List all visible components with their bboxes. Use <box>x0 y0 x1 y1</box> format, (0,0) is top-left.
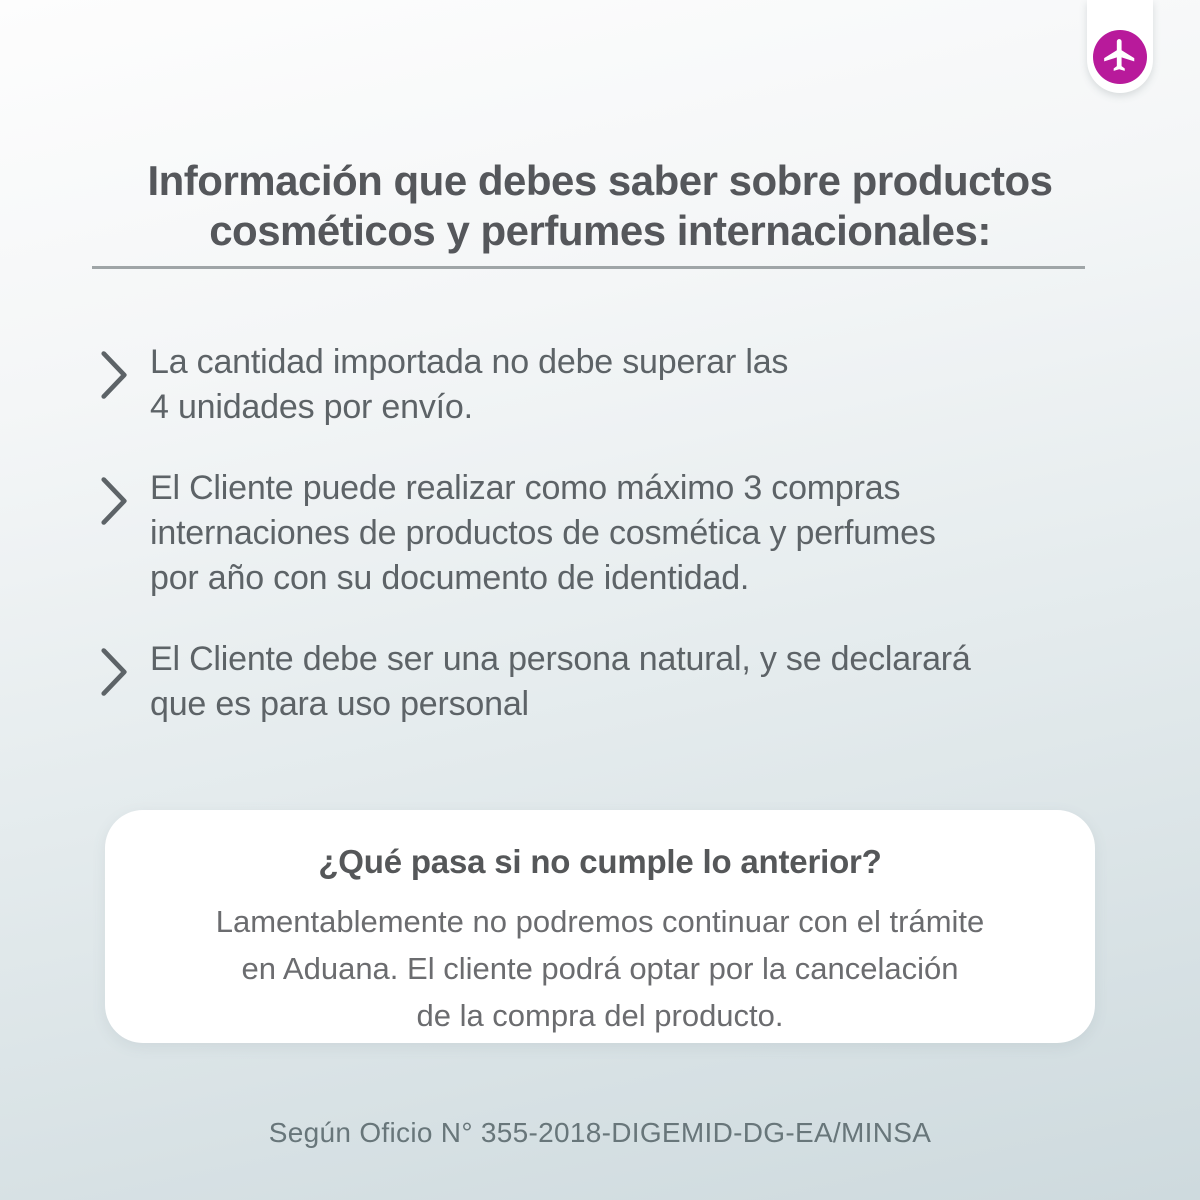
info-box-line: de la compra del producto. <box>416 998 784 1033</box>
page-title-line: cosméticos y perfumes internacionales: <box>209 207 991 255</box>
bullet-line: El Cliente puede realizar como máximo 3 compras <box>150 469 901 507</box>
airplane-icon <box>1101 36 1139 79</box>
page-title <box>40 156 1160 257</box>
page-title-line: Información que debes saber sobre productos <box>147 157 1053 204</box>
info-box-line: Lamentablemente no podremos continuar con el trámite <box>215 904 985 939</box>
bullet-line: 4 unidades por envío. <box>150 388 473 426</box>
bullet-item-natural-person <box>100 637 1120 727</box>
bullet-line: internaciones de productos de cosmética y perfumes <box>150 514 936 552</box>
info-box-body <box>105 898 1095 1039</box>
bullet-text <box>150 637 971 727</box>
title-divider <box>92 266 1085 269</box>
bullet-text <box>150 340 788 430</box>
chevron-right-icon <box>100 340 150 430</box>
bullet-item-purchases <box>100 466 1120 601</box>
bullet-text <box>150 466 936 601</box>
bullet-line: por año con su documento de identidad. <box>150 559 750 597</box>
bullet-line: La cantidad importada no debe superar las <box>150 343 789 381</box>
chevron-right-icon <box>100 637 150 727</box>
footer-citation: Según Oficio N° 355-2018-DIGEMID-DG-EA/MINSA <box>268 1117 932 1148</box>
ribbon-tab <box>1087 0 1153 93</box>
bullet-list <box>100 340 1120 763</box>
info-box-heading: ¿Qué pasa si no cumple lo anterior? <box>318 843 882 880</box>
bullet-line: El Cliente debe ser una persona natural, y se declarará <box>150 640 971 678</box>
bullet-line: que es para uso personal <box>150 685 529 723</box>
info-box-line: en Aduana. El cliente podrá optar por la cancelación <box>241 951 959 986</box>
chevron-right-icon <box>100 466 150 601</box>
airplane-badge <box>1093 30 1147 84</box>
warning-info-box <box>105 810 1095 1043</box>
bullet-item-quantity <box>100 340 1120 430</box>
